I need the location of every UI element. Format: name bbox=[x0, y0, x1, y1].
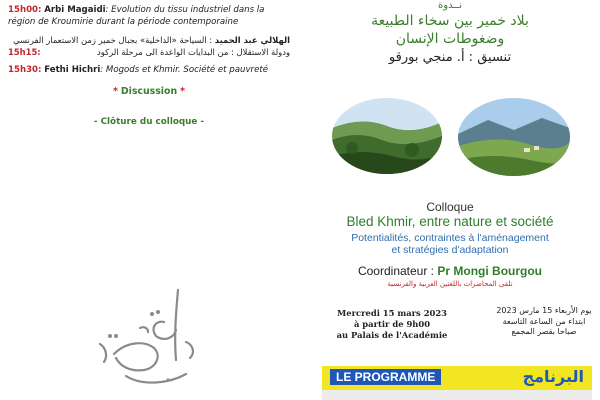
program-banner bbox=[322, 366, 592, 390]
ar-title-line: وضغوطات الإنسان bbox=[395, 31, 505, 47]
item-title: : Mogods et Khmir. Société et pauvreté bbox=[100, 65, 269, 75]
fr-title: Bled Khmir, entre nature et société bbox=[346, 214, 554, 229]
item-title: : السياحة «الداخلية» بجبال خمير زمن الاستعمار الفرنسي ودولة الاستقلال : من البدايات الواعدة الى مرحلة الركود bbox=[13, 35, 290, 57]
item-time: 15h30: bbox=[8, 65, 42, 75]
ar-title bbox=[300, 12, 600, 48]
cloture-line: - Clôture du colloque - bbox=[93, 117, 205, 127]
date-info-fr bbox=[322, 308, 462, 341]
date-line: ابتداء من الساعة التاسعة bbox=[502, 316, 586, 326]
date-line: à partir de 9h00 bbox=[353, 319, 431, 329]
fr-coordinator-name: Pr Mongi Bourgou bbox=[437, 264, 543, 278]
date-line: يوم الأربعاء 15 مارس 2023 bbox=[496, 306, 592, 315]
date-line: Mercredi 15 mars 2023 bbox=[336, 308, 448, 318]
item-time: 15h15: bbox=[8, 47, 41, 57]
date-line: au Palais de l'Académie bbox=[336, 330, 448, 340]
item-speaker: Arbi Magaidi bbox=[44, 5, 106, 15]
landscape-photo-valley bbox=[458, 98, 570, 176]
date-line: صباحا بقصر المجمع bbox=[511, 327, 577, 336]
discussion-line bbox=[8, 86, 290, 97]
star-marker: * bbox=[112, 86, 118, 97]
program-item-2 bbox=[8, 34, 290, 58]
language-note: تلقى المحاضرات باللغتين العربية والفرنسية bbox=[387, 280, 513, 288]
fr-coordinator-label: Coordinateur : bbox=[357, 264, 438, 278]
banner-label-fr: LE PROGRAMME bbox=[330, 369, 441, 385]
ar-colloque-label: نــدوة bbox=[438, 0, 462, 11]
ar-title-line: بلاد خمير بين سخاء الطبيعة bbox=[371, 13, 529, 29]
item-speaker: Fethi Hichri bbox=[44, 65, 101, 75]
cover-right-panel bbox=[300, 0, 600, 400]
map-strip-image bbox=[322, 390, 592, 400]
fr-colloque-label: Colloque bbox=[426, 200, 474, 214]
fr-subtitle bbox=[300, 233, 600, 256]
item-speaker: الهلالي عبد الحميد bbox=[214, 35, 290, 45]
landscape-photo-forest bbox=[332, 98, 442, 174]
banner-label-ar: البرنامج bbox=[522, 367, 584, 386]
program-item-1 bbox=[8, 4, 290, 28]
item-time: 15h00: bbox=[8, 5, 42, 15]
item-title: : Evolution du tissu industriel dans la région de Kroumirie durant la période contemporaine bbox=[8, 5, 265, 27]
star-marker: * bbox=[180, 86, 186, 97]
ar-coordinator: تنسيق : أ. منجي بورقو bbox=[388, 50, 512, 65]
program-item-3 bbox=[8, 64, 290, 76]
calligraphy-logo bbox=[86, 282, 206, 394]
fr-coordinator bbox=[300, 264, 600, 278]
discussion-label: Discussion bbox=[120, 86, 178, 97]
fr-subtitle-line: et stratégies d'adaptation bbox=[391, 243, 509, 256]
fr-subtitle-line: Potentialités, contraintes à l'aménagement bbox=[351, 232, 549, 244]
date-info-ar bbox=[490, 306, 598, 338]
